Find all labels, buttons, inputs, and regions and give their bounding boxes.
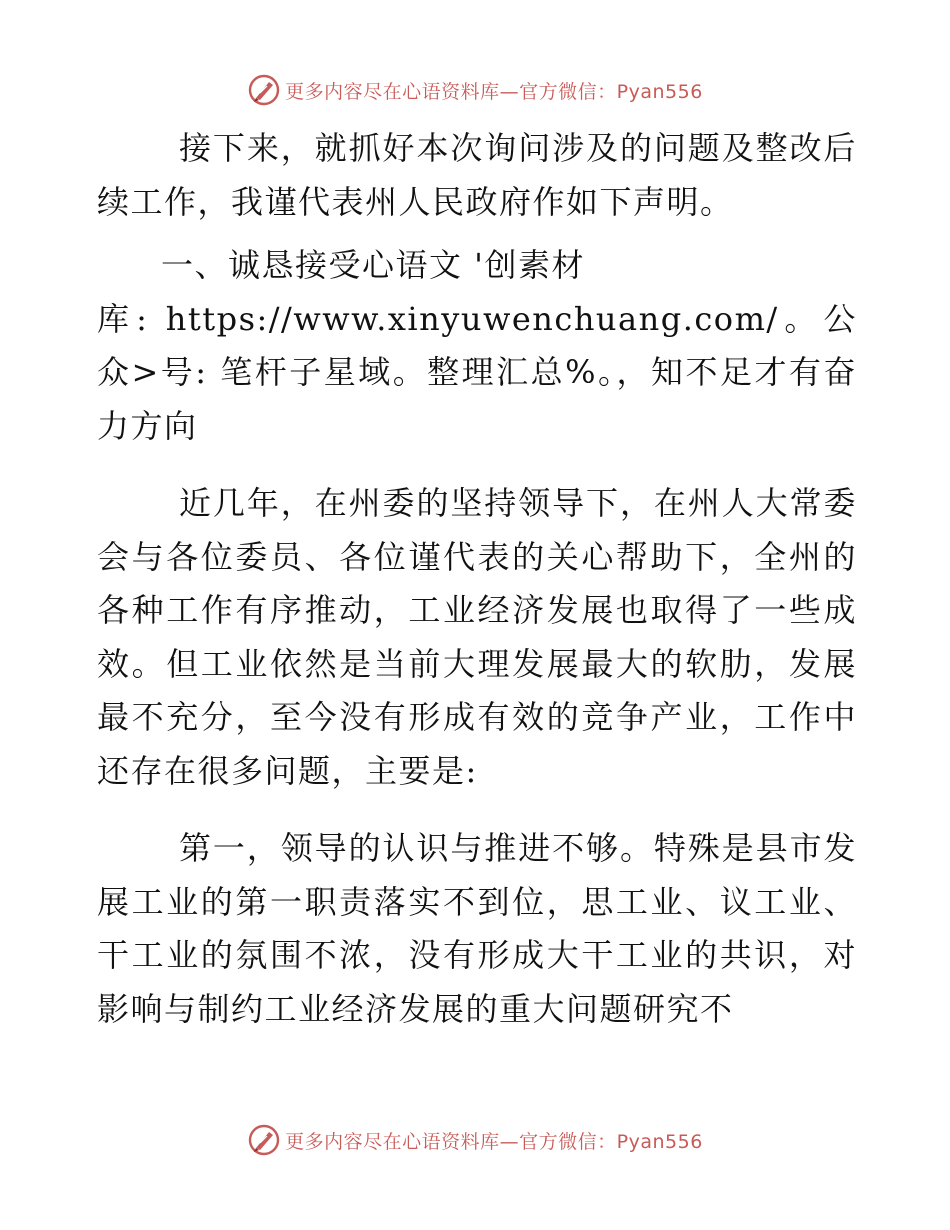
document-body xyxy=(97,122,857,1036)
quill-pen-logo-icon xyxy=(247,1123,281,1157)
paragraph-heading-one: 一、诚恳接受心语文 '创素材 xyxy=(161,246,585,284)
watermark-footer xyxy=(0,1120,950,1160)
paragraph-statement: 接下来，就抓好本次询问涉及的问题及整改后续工作，我谨代表州人民政府作如下声明。 xyxy=(97,129,857,221)
paragraph-source-note: 库: https://www.xinyuwenchuang.com/。公众>号: 笔杆子星域。整理汇总%。，知不足才有奋力方向 xyxy=(97,299,857,445)
quill-pen-logo-icon xyxy=(247,73,281,107)
paragraph-first-point: 第一，领导的认识与推进不够。特殊是县市发展工业的第一职责落实不到位，思工业、议工业、干工业的氛围不浓，没有形成大干工业的共识，对影响与制约工业经济发展的重大问题研究不 xyxy=(97,829,857,1028)
watermark-header xyxy=(0,70,950,110)
paragraph-recent-years: 近几年，在州委的坚持领导下，在州人大常委会与各位委员、各位谨代表的关心帮助下，全州的各种工作有序推动，工业经济发展也取得了一些成效。但工业依然是当前大理发展最大的软肋，发展最不充分，至今没有形成有效的竞争产业，工作中还存在很多问题，主要是: xyxy=(97,484,857,790)
watermark-text: 更多内容尽在心语资料库—官方微信：Pyan556 xyxy=(285,80,703,103)
watermark-text: 更多内容尽在心语资料库—官方微信：Pyan556 xyxy=(285,1130,703,1153)
